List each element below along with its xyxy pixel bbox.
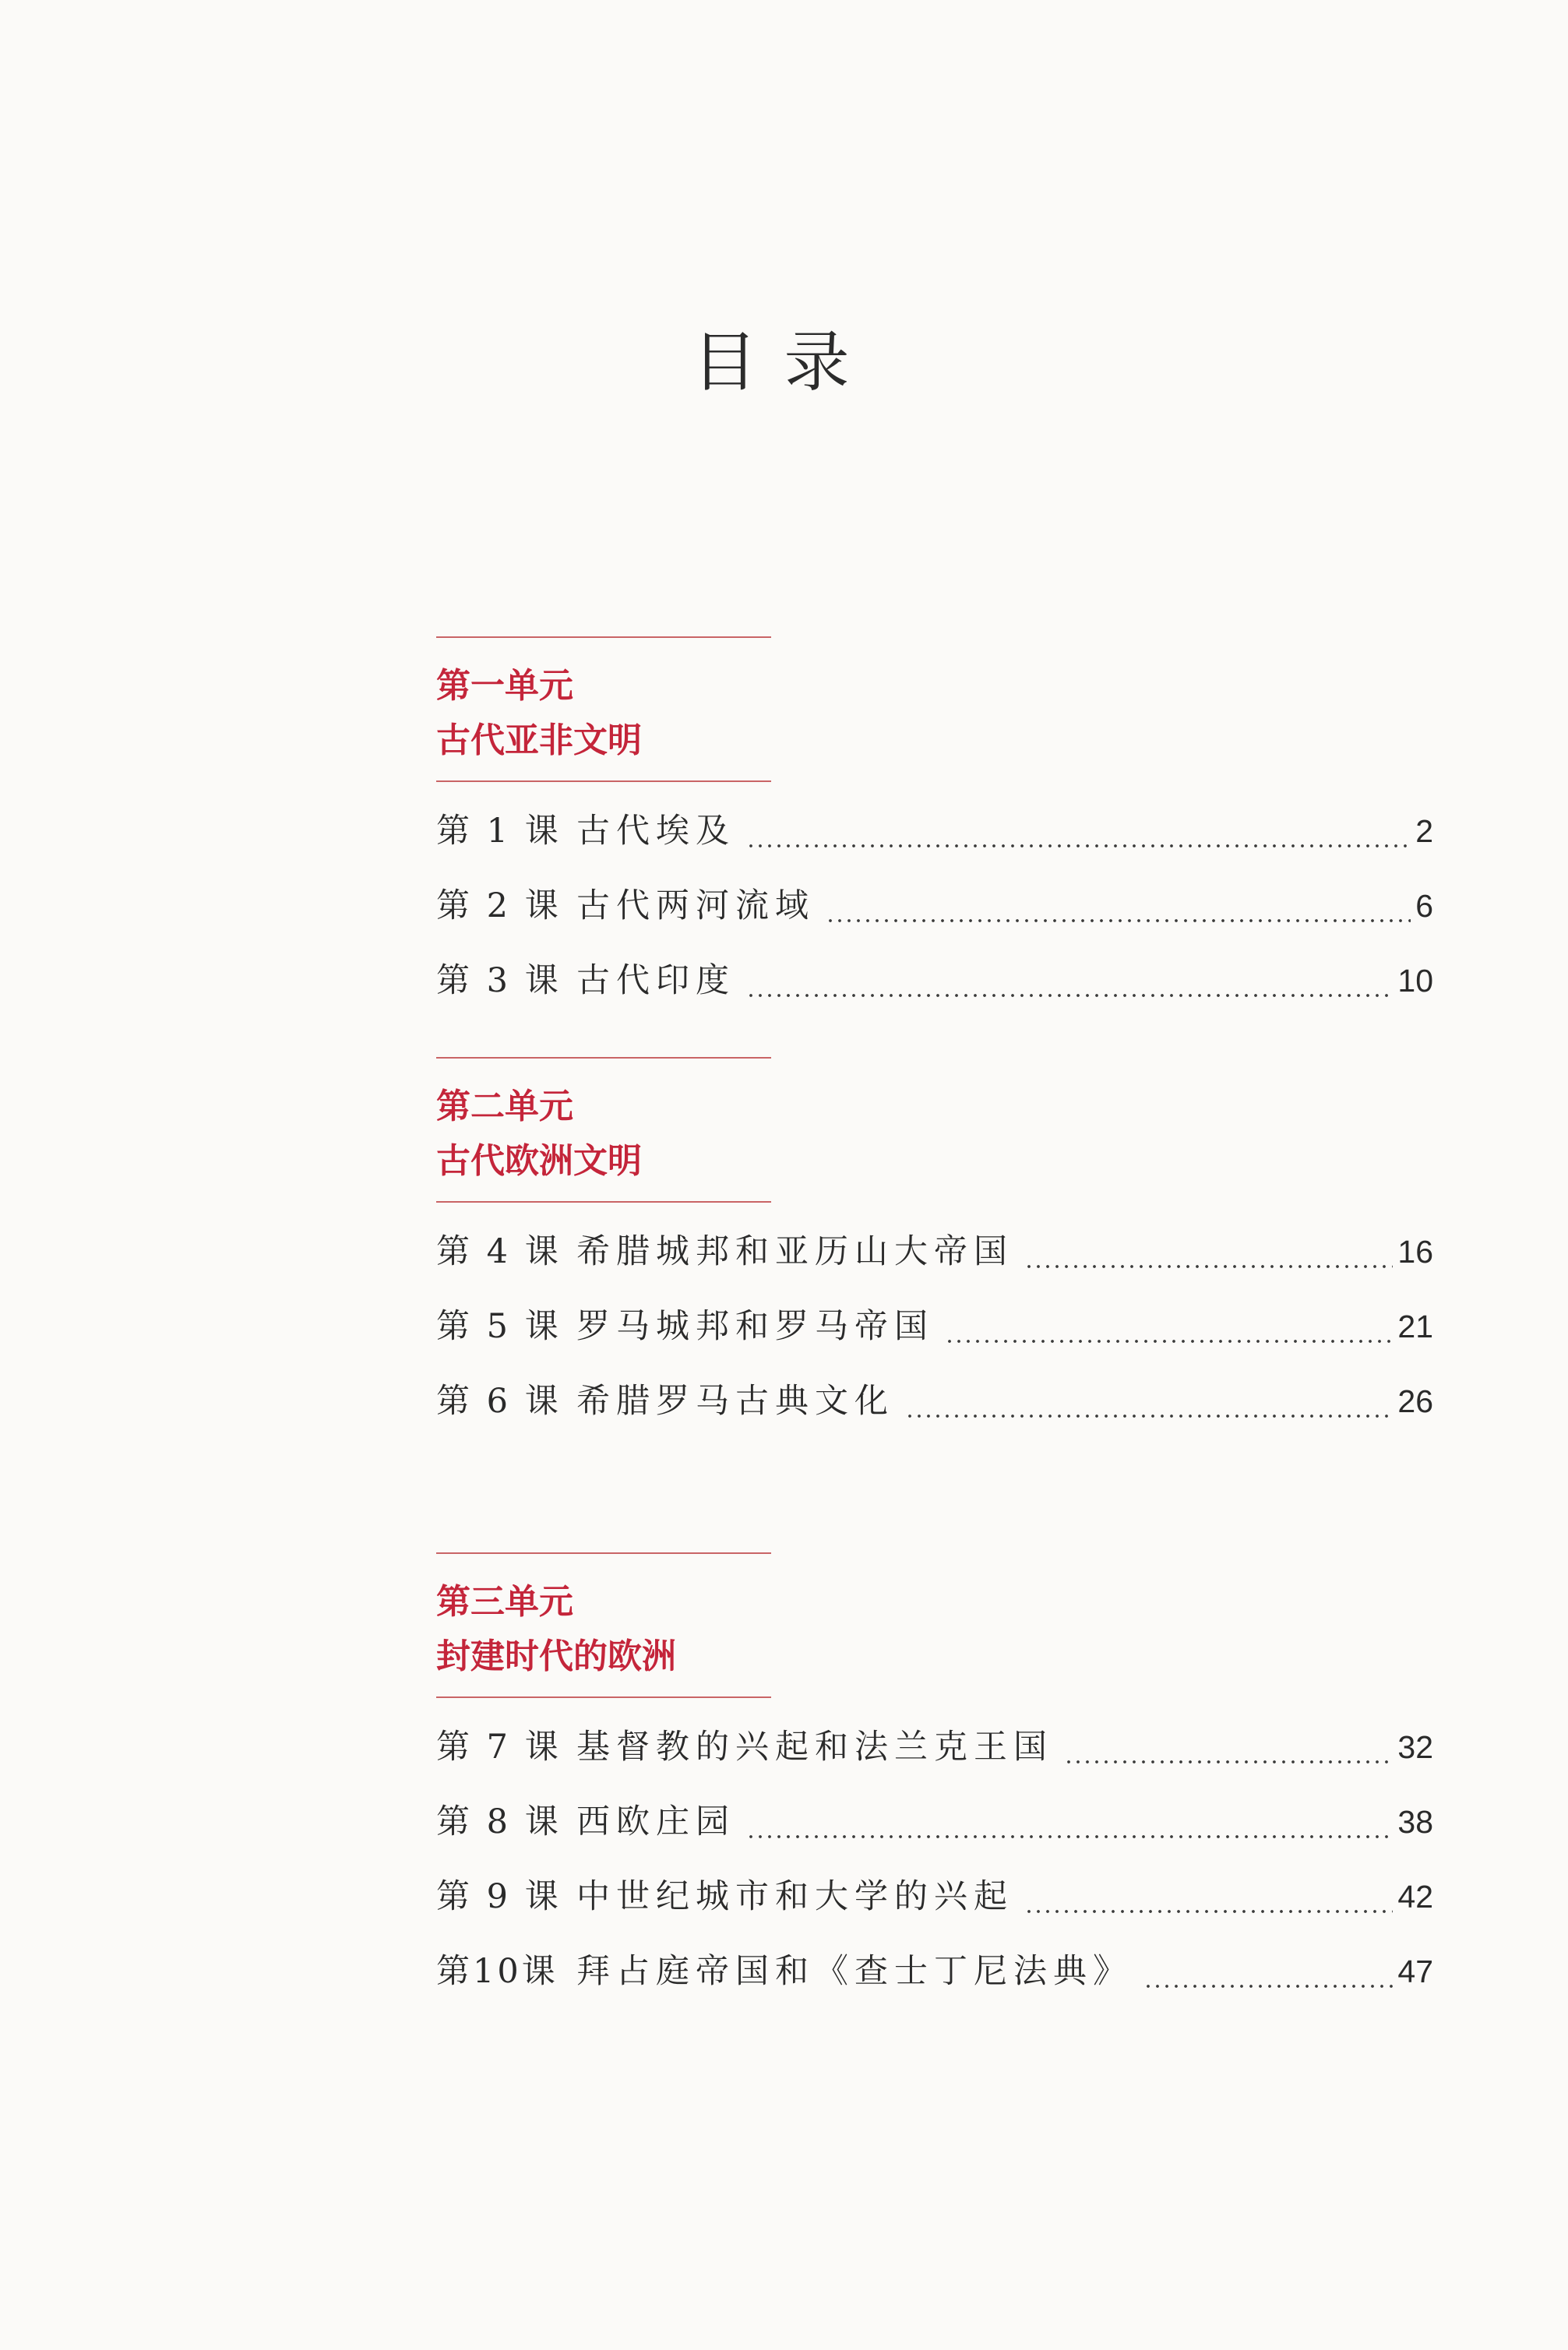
page-number: 32 (1397, 1729, 1433, 1765)
unit-divider (436, 1057, 771, 1059)
toc-entry[interactable] (436, 1377, 1433, 1425)
lesson-number: 第 3 课 (436, 961, 562, 1000)
unit-divider (436, 1201, 771, 1203)
lesson-number: 第 2 课 (436, 886, 562, 925)
unit-number: 第三单元 (436, 1582, 573, 1622)
lesson-title: 基督教的兴起和法兰克王国 (576, 1728, 1053, 1767)
dot-leader (945, 1340, 1393, 1343)
lesson-number: 第 6 课 (436, 1382, 562, 1421)
lesson-number: 第 1 课 (436, 812, 562, 851)
lesson-number: 第10课 (436, 1952, 558, 1991)
toc-entry[interactable] (436, 807, 1433, 855)
lesson-title: 古代印度 (576, 961, 735, 1000)
unit-divider (436, 1696, 771, 1698)
page-number: 6 (1415, 888, 1433, 924)
lesson-title: 希腊城邦和亚历山大帝国 (576, 1232, 1013, 1271)
page-number: 10 (1397, 963, 1433, 999)
unit-number: 第二单元 (436, 1087, 573, 1126)
toc-entry[interactable] (436, 1798, 1433, 1846)
dot-leader (1143, 1985, 1393, 1988)
lesson-number: 第 5 课 (436, 1307, 562, 1346)
page-number: 2 (1415, 813, 1433, 849)
unit-divider (436, 780, 771, 782)
toc-entry[interactable] (436, 1723, 1433, 1771)
toc-entry[interactable] (436, 1302, 1433, 1351)
toc-entry[interactable] (436, 1947, 1433, 1996)
unit-name: 古代亚非文明 (436, 721, 642, 760)
page-number: 42 (1397, 1879, 1433, 1915)
dot-leader (1024, 1265, 1393, 1268)
lesson-title: 希腊罗马古典文化 (576, 1382, 894, 1421)
unit-number: 第一单元 (436, 666, 573, 706)
toc-entry[interactable] (436, 957, 1433, 1005)
lesson-number: 第 4 课 (436, 1232, 562, 1271)
unit-divider (436, 1552, 771, 1554)
dot-leader (1024, 1910, 1393, 1913)
dot-leader (826, 919, 1411, 922)
page-number: 16 (1397, 1234, 1433, 1270)
toc-entry[interactable] (436, 1228, 1433, 1276)
dot-leader (746, 844, 1411, 847)
toc-entry[interactable] (436, 882, 1433, 930)
page-number: 26 (1397, 1383, 1433, 1419)
dot-leader (746, 994, 1393, 997)
lesson-title: 拜占庭帝国和《查士丁尼法典》 (576, 1952, 1133, 1991)
page-number: 47 (1397, 1954, 1433, 1989)
lesson-title: 罗马城邦和罗马帝国 (576, 1307, 934, 1346)
unit-name: 古代欧洲文明 (436, 1141, 642, 1181)
lesson-title: 古代两河流域 (576, 886, 815, 925)
unit-divider (436, 636, 771, 638)
lesson-title: 西欧庄园 (576, 1802, 735, 1841)
page-title: 目录 (692, 324, 876, 400)
page-number: 38 (1397, 1804, 1433, 1840)
unit-name: 封建时代的欧洲 (436, 1637, 676, 1676)
lesson-number: 第 9 课 (436, 1877, 562, 1916)
dot-leader (1064, 1760, 1393, 1763)
dot-leader (746, 1835, 1393, 1838)
lesson-number: 第 8 课 (436, 1802, 562, 1841)
lesson-title: 中世纪城市和大学的兴起 (576, 1877, 1013, 1916)
page-number: 21 (1397, 1309, 1433, 1344)
lesson-title: 古代埃及 (576, 812, 735, 851)
toc-entry[interactable] (436, 1873, 1433, 1921)
dot-leader (905, 1415, 1393, 1418)
lesson-number: 第 7 课 (436, 1728, 562, 1767)
